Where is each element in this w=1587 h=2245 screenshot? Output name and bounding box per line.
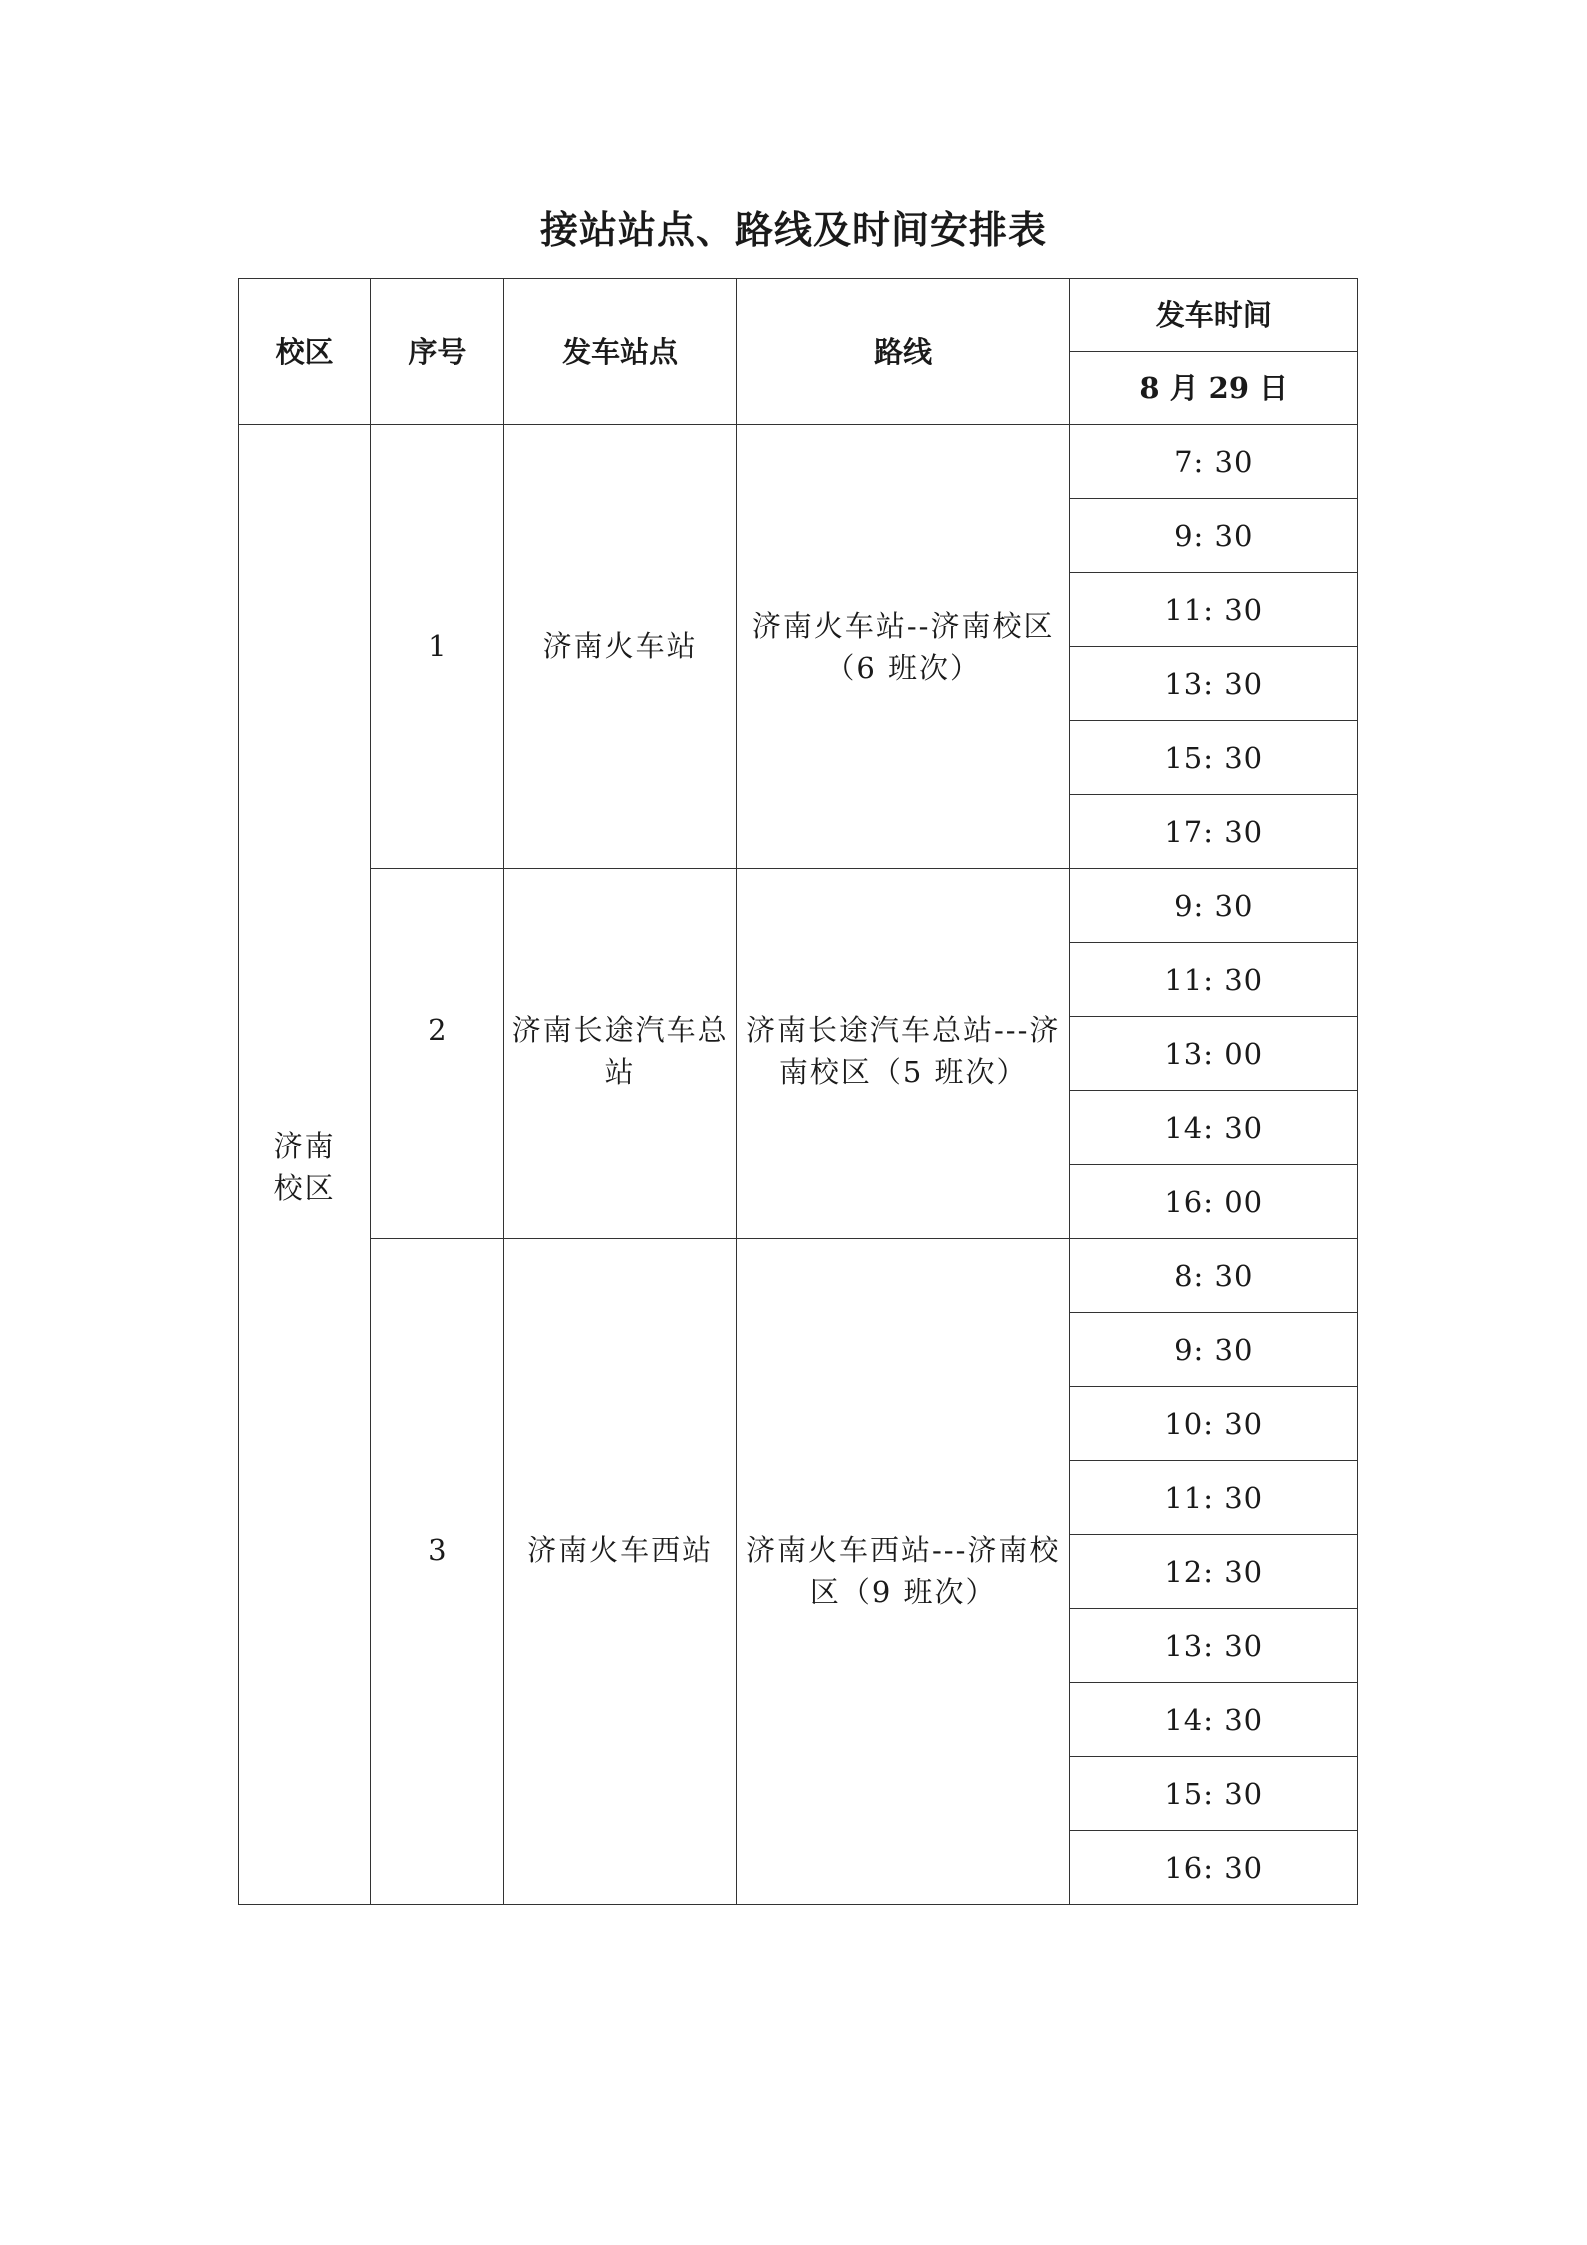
time-cell: 16: 00	[1070, 1165, 1358, 1239]
station-cell: 济南火车西站	[504, 1239, 736, 1905]
time-cell: 13: 30	[1070, 647, 1358, 721]
route-cell: 济南火车西站---济南校区（9 班次）	[736, 1239, 1070, 1905]
route-cell: 济南长途汽车总站---济南校区（5 班次）	[736, 869, 1070, 1239]
station-cell: 济南火车站	[504, 425, 736, 869]
time-cell: 17: 30	[1070, 795, 1358, 869]
route-cell: 济南火车站--济南校区（6 班次）	[736, 425, 1070, 869]
time-cell: 16: 30	[1070, 1831, 1358, 1905]
table-row	[239, 425, 1358, 499]
time-cell: 10: 30	[1070, 1387, 1358, 1461]
table-row	[239, 869, 1358, 943]
time-cell: 11: 30	[1070, 943, 1358, 1017]
time-cell: 11: 30	[1070, 1461, 1358, 1535]
header-station: 发车站点	[504, 279, 736, 425]
seq-cell: 1	[371, 425, 504, 869]
time-cell: 13: 30	[1070, 1609, 1358, 1683]
header-route: 路线	[736, 279, 1070, 425]
time-cell: 14: 30	[1070, 1683, 1358, 1757]
station-cell: 济南长途汽车总站	[504, 869, 736, 1239]
seq-cell: 2	[371, 869, 504, 1239]
campus-cell: 济南校区	[239, 425, 371, 1905]
time-cell: 14: 30	[1070, 1091, 1358, 1165]
time-cell: 13: 00	[1070, 1017, 1358, 1091]
time-cell: 12: 30	[1070, 1535, 1358, 1609]
time-cell: 9: 30	[1070, 869, 1358, 943]
time-cell: 11: 30	[1070, 573, 1358, 647]
schedule-table	[238, 278, 1358, 1905]
page-title: 接站站点、路线及时间安排表	[539, 207, 1047, 252]
header-campus: 校区	[239, 279, 371, 425]
time-cell: 15: 30	[1070, 721, 1358, 795]
time-cell: 9: 30	[1070, 1313, 1358, 1387]
time-cell: 9: 30	[1070, 499, 1358, 573]
header-row	[239, 279, 1358, 352]
table-row	[239, 1239, 1358, 1313]
header-seq: 序号	[371, 279, 504, 425]
time-cell: 8: 30	[1070, 1239, 1358, 1313]
header-date: 8 月 29 日	[1070, 352, 1358, 425]
time-cell: 7: 30	[1070, 425, 1358, 499]
header-time: 发车时间	[1070, 279, 1358, 352]
seq-cell: 3	[371, 1239, 504, 1905]
time-cell: 15: 30	[1070, 1757, 1358, 1831]
